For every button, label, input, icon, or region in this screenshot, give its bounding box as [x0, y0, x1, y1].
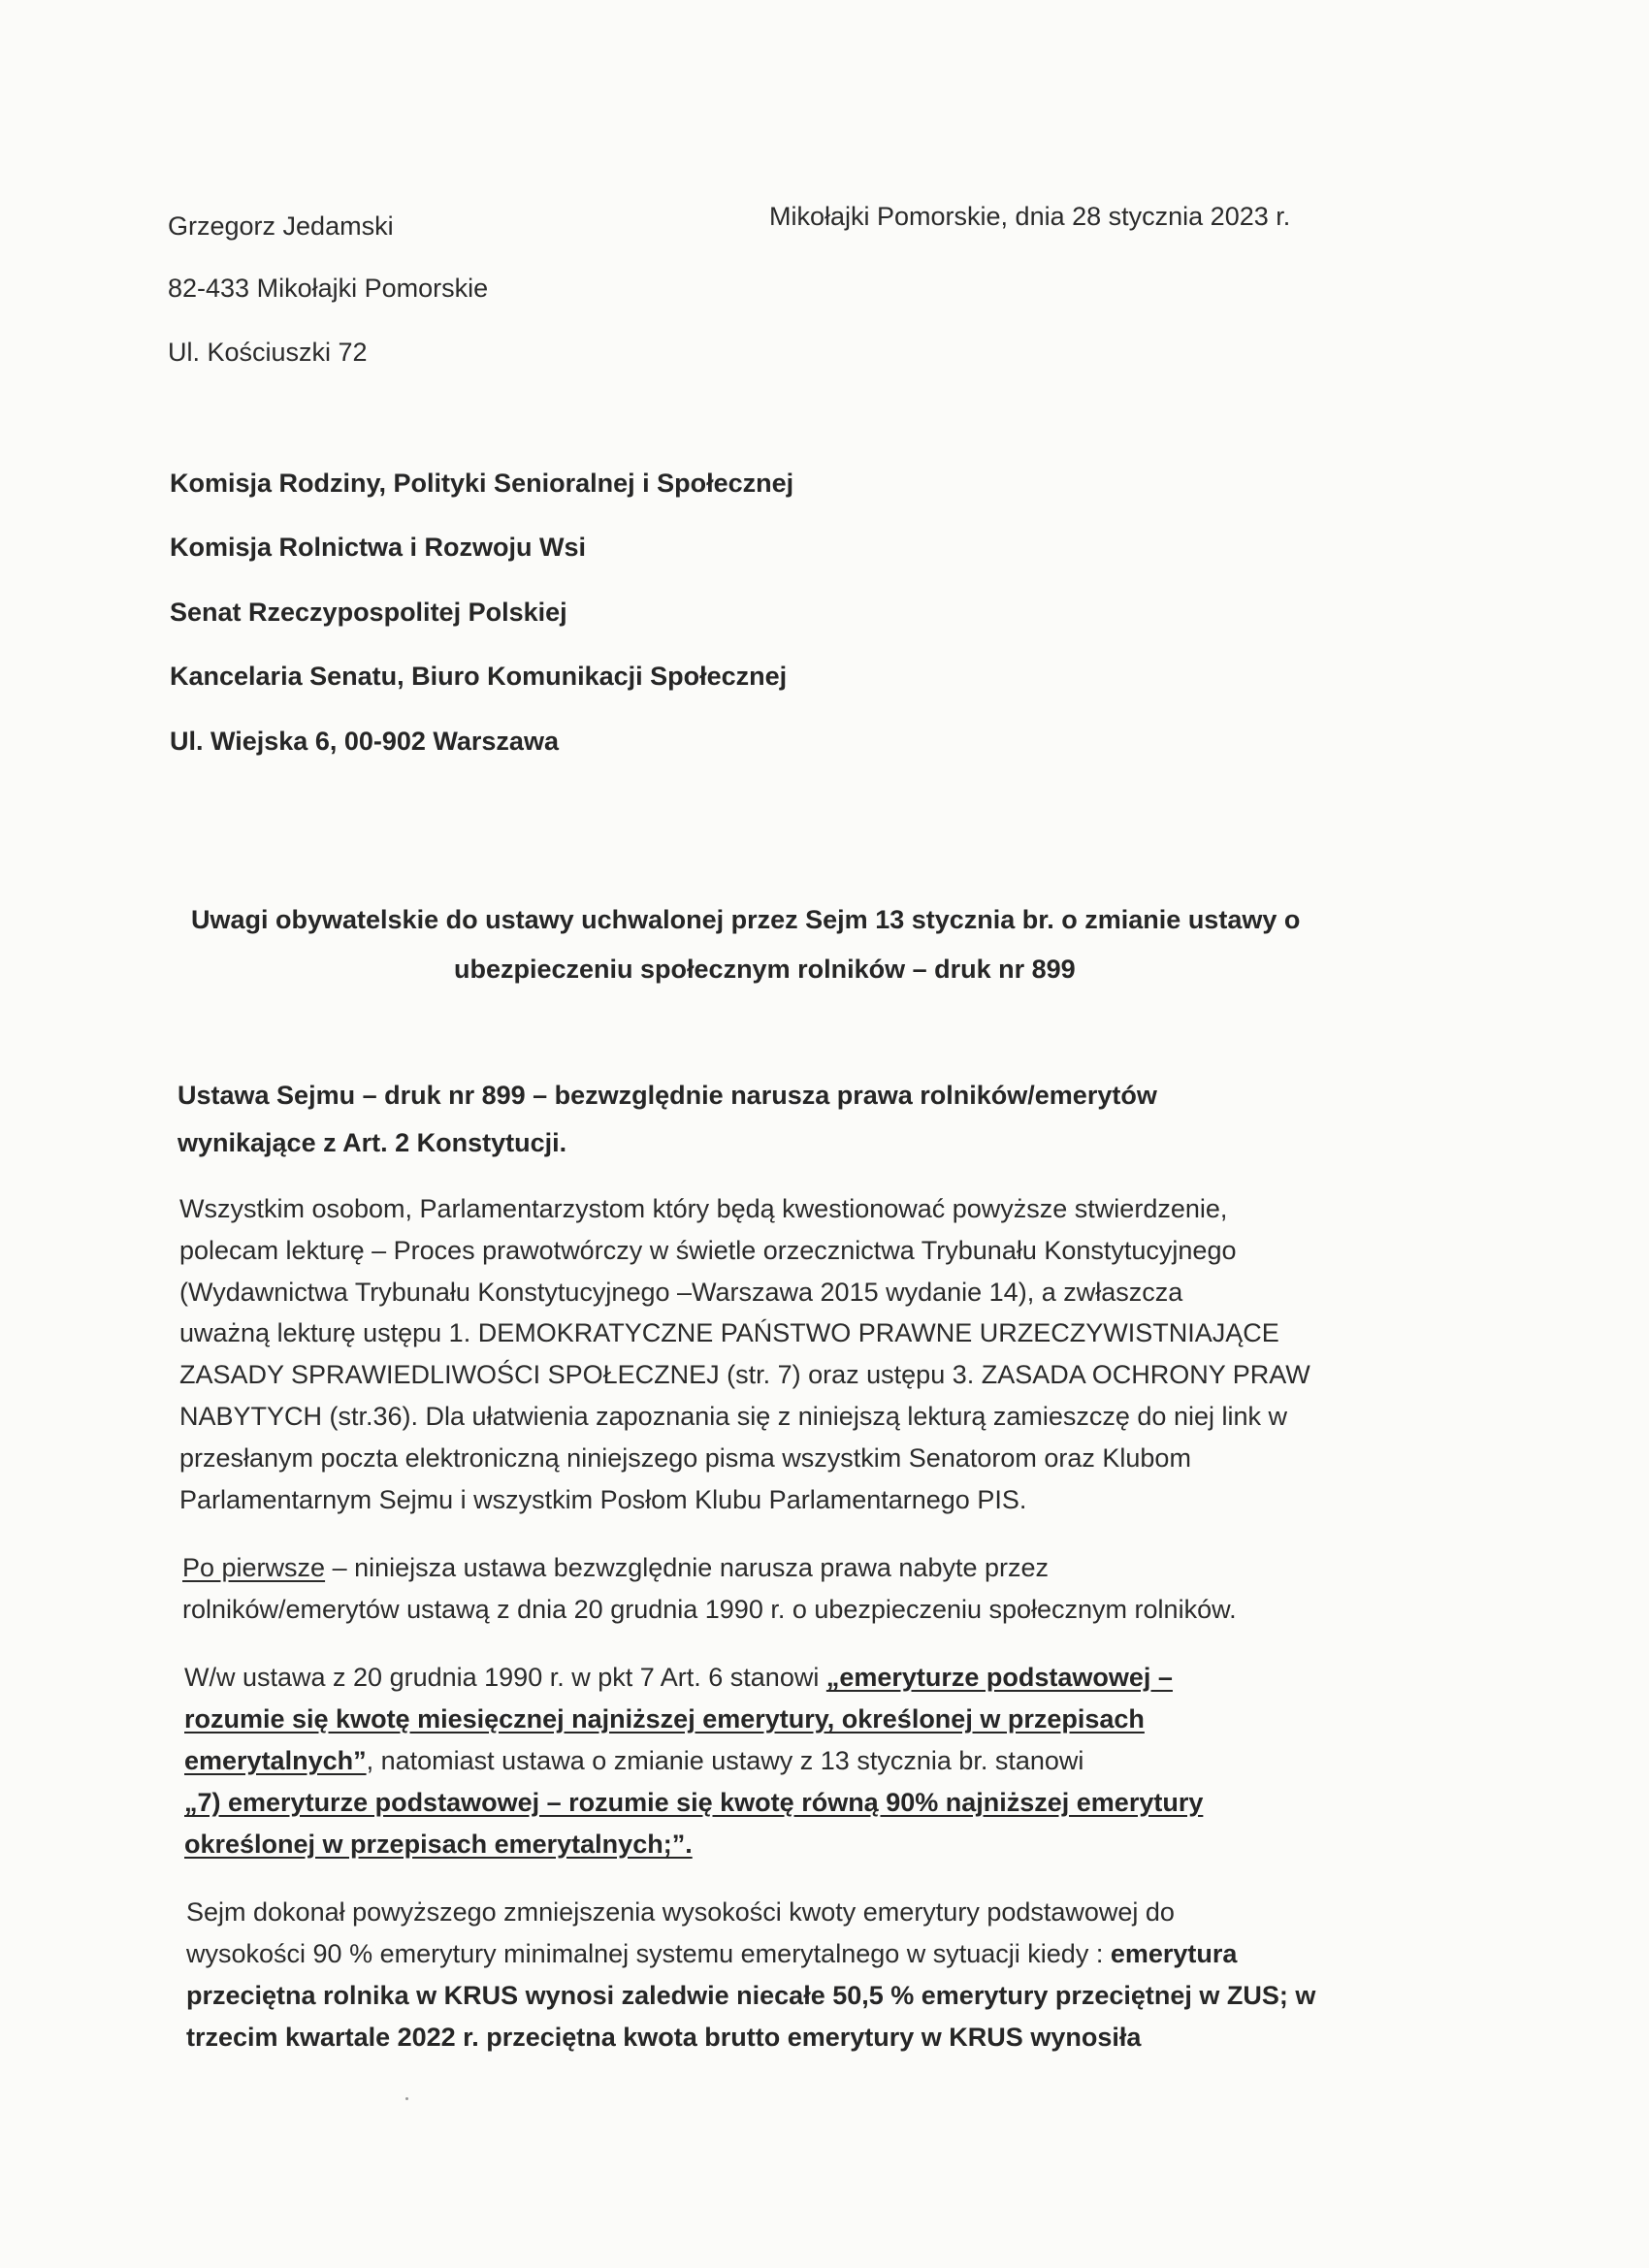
- emphasis-lead: Po pierwsze: [182, 1553, 326, 1582]
- recipient-line: Ul. Wiejska 6, 00-902 Warszawa: [170, 727, 559, 756]
- recipient-line: Komisja Rodziny, Polityki Senioralnej i Społecznej: [170, 469, 794, 498]
- paragraph-line: polecam lekturę – Proces prawotwórczy w świetle orzecznictwa Trybunału Konstytucyjnego: [179, 1236, 1237, 1265]
- paragraph-text: W/w ustawa z 20 grudnia 1990 r. w pkt 7 Art. 6 stanowi: [184, 1663, 826, 1692]
- quoted-definition: emerytalnych”: [184, 1746, 367, 1775]
- paragraph-line: Wszystkim osobom, Parlamentarzystom który będą kwestionować powyższe stwierdzenie,: [179, 1194, 1228, 1223]
- recipient-line: Kancelaria Senatu, Biuro Komunikacji Społecznej: [170, 662, 788, 691]
- paragraph-text: wysokości 90 % emerytury minimalnej systemu emerytalnego w sytuacji kiedy :: [186, 1939, 1111, 1968]
- paragraph-line: (Wydawnictwa Trybunału Konstytucyjnego –Warszawa 2015 wydanie 14), a zwłaszcza: [179, 1278, 1183, 1307]
- scan-speck: [405, 2097, 408, 2100]
- paragraph-text: – niniejsza ustawa bezwzględnie narusza prawa nabyte przez: [325, 1553, 1050, 1582]
- emphasis-text: emerytura: [1110, 1939, 1238, 1968]
- document-title-line: ubezpieczeniu społecznym rolników – druk nr 899: [454, 955, 1076, 984]
- place-date: Mikołajki Pomorskie, dnia 28 stycznia 2023 r.: [769, 202, 1291, 231]
- paragraph-line: [184, 1745, 1083, 1776]
- paragraph-line: [182, 1552, 1049, 1583]
- paragraph-line: NABYTYCH (str.36). Dla ułatwienia zapoznania się z niniejszą lekturą zamieszczę do niej link w: [179, 1402, 1287, 1431]
- paragraph-line: [186, 1938, 1237, 1969]
- sender-street: Ul. Kościuszki 72: [168, 338, 368, 367]
- quoted-definition: „emeryturze podstawowej –: [825, 1663, 1173, 1692]
- recipient-line: Komisja Rolnictwa i Rozwoju Wsi: [170, 533, 587, 562]
- paragraph-line: przesłanym poczta elektroniczną niniejszego pisma wszystkim Senatorom oraz Klubom: [179, 1443, 1191, 1473]
- recipient-line: Senat Rzeczypospolitej Polskiej: [170, 598, 567, 627]
- paragraph-line: [184, 1662, 1173, 1693]
- quoted-definition: „7) emeryturze podstawowej – rozumie się kwotę równą 90% najniższej emerytury: [184, 1788, 1204, 1817]
- lead-statement-line: Ustawa Sejmu – druk nr 899 – bezwzględnie narusza prawa rolników/emerytów: [178, 1081, 1157, 1110]
- emphasis-line: przeciętna rolnika w KRUS wynosi zaledwie niecałe 50,5 % emerytury przeciętnej w ZUS; w: [186, 1981, 1316, 2010]
- sender-name: Grzegorz Jedamski: [168, 211, 394, 241]
- paragraph-line: ZASADY SPRAWIEDLIWOŚCI SPOŁECZNEJ (str. 7) oraz ustępu 3. ZASADA OCHRONY PRAW: [179, 1360, 1310, 1389]
- sender-city: 82-433 Mikołajki Pomorskie: [168, 274, 489, 303]
- paragraph-line: rolników/emerytów ustawą z dnia 20 grudnia 1990 r. o ubezpieczeniu społecznym rolników.: [182, 1595, 1237, 1624]
- quoted-definition: rozumie się kwotę miesięcznej najniższej emerytury, określonej w przepisach: [184, 1704, 1145, 1733]
- paragraph-line: Sejm dokonał powyższego zmniejszenia wysokości kwoty emerytury podstawowej do: [186, 1897, 1175, 1927]
- paragraph-line: Parlamentarnym Sejmu i wszystkim Posłom Klubu Parlamentarnego PIS.: [179, 1485, 1027, 1514]
- document-title-line: Uwagi obywatelskie do ustawy uchwalonej przez Sejm 13 stycznia br. o zmianie ustawy o: [191, 905, 1301, 934]
- emphasis-line: trzecim kwartale 2022 r. przeciętna kwota brutto emerytury w KRUS wynosiła: [186, 2023, 1142, 2052]
- quoted-definition: określonej w przepisach emerytalnych;”.: [184, 1830, 693, 1859]
- paragraph-text: , natomiast ustawa o zmianie ustawy z 13 stycznia br. stanowi: [366, 1746, 1084, 1775]
- lead-statement-line: wynikające z Art. 2 Konstytucji.: [178, 1128, 567, 1157]
- paragraph-line: uważną lekturę ustępu 1. DEMOKRATYCZNE PAŃSTWO PRAWNE URZECZYWISTNIAJĄCE: [179, 1318, 1279, 1347]
